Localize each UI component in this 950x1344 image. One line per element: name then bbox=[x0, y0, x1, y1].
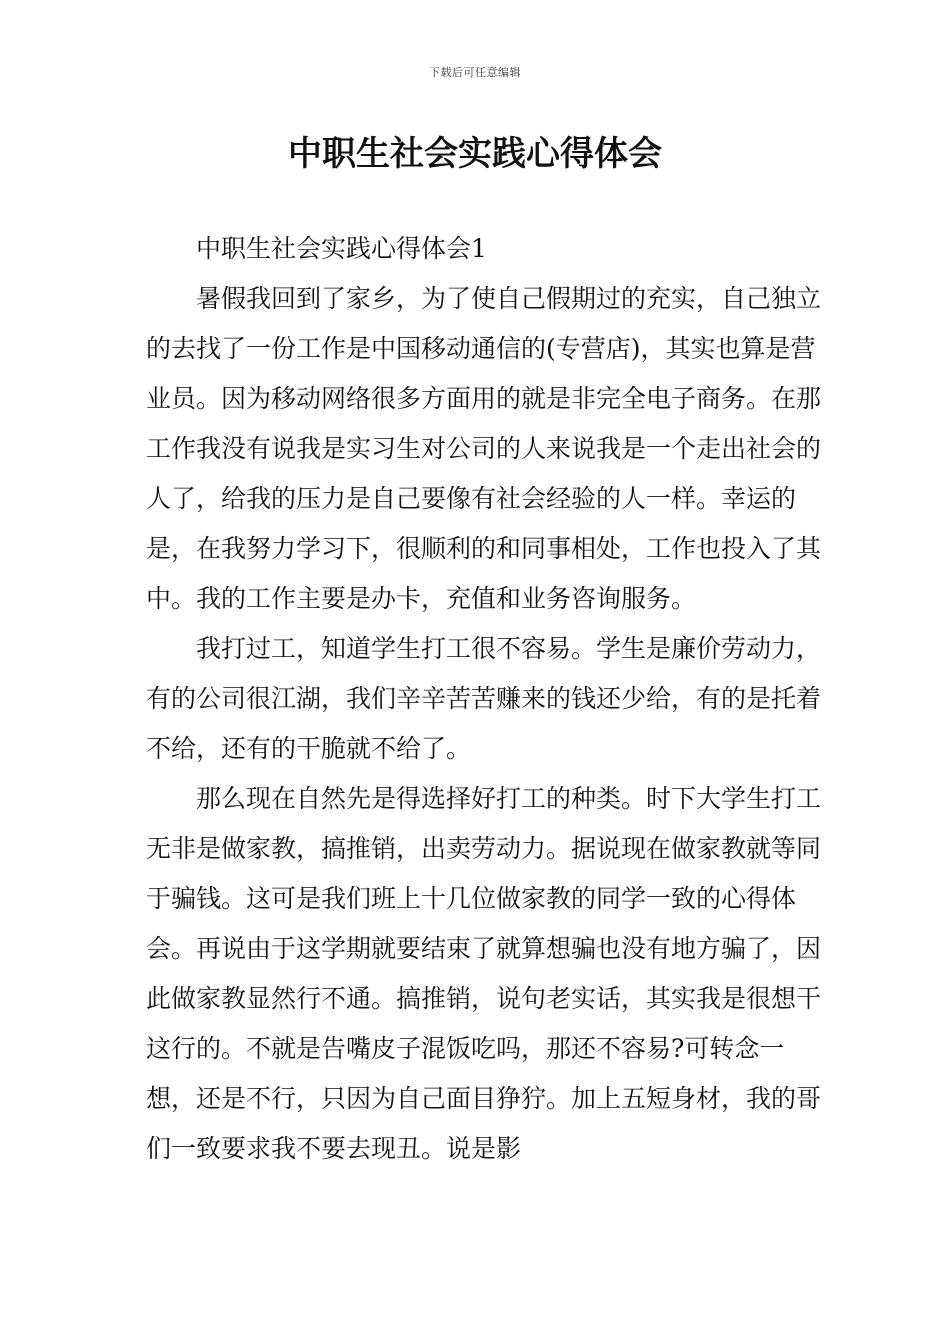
document-title: 中职生社会实践心得体会 bbox=[288, 134, 662, 174]
document-body bbox=[146, 224, 826, 1174]
paragraph-3: 那么现在自然先是得选择好打工的种类。时下大学生打工无非是做家教，搞推销，出卖劳动力。据说现在做家教就等同于骗钱。这可是我们班上十几位做家教的同学一致的心得体会。再说由于这学期就要结束了就算想骗也没有地方骗了，因此做家教显然行不通。搞推销，说句老实话，其实我是很想干这行的。不就是告嘴皮子混饭吃吗，那还不容易?可转念一想，还是不行，只因为自己面目狰狞。加上五短身材，我的哥们一致要求我不要去现丑。说是影 bbox=[146, 784, 822, 1163]
header-note: 下载后可任意编辑 bbox=[429, 66, 521, 79]
section-heading: 中职生社会实践心得体会1 bbox=[196, 234, 487, 263]
paragraph-2: 我打过工，知道学生打工很不容易。学生是廉价劳动力，有的公司很江湖，我们辛辛苦苦赚来的钱还少给，有的是托着不给，还有的干脆就不给了。 bbox=[146, 634, 822, 763]
paragraph-1: 暑假我回到了家乡，为了使自己假期过的充实，自己独立的去找了一份工作是中国移动通信的(专营店)，其实也算是营业员。因为移动网络很多方面用的就是非完全电子商务。在那工作我没有说我是实习生对公司的人来说我是一个走出社会的人了，给我的压力是自己要像有社会经验的人一样。幸运的是，在我努力学习下，很顺利的和同事相处，工作也投入了其中。我的工作主要是办卡，充值和业务咨询服务。 bbox=[146, 284, 822, 613]
